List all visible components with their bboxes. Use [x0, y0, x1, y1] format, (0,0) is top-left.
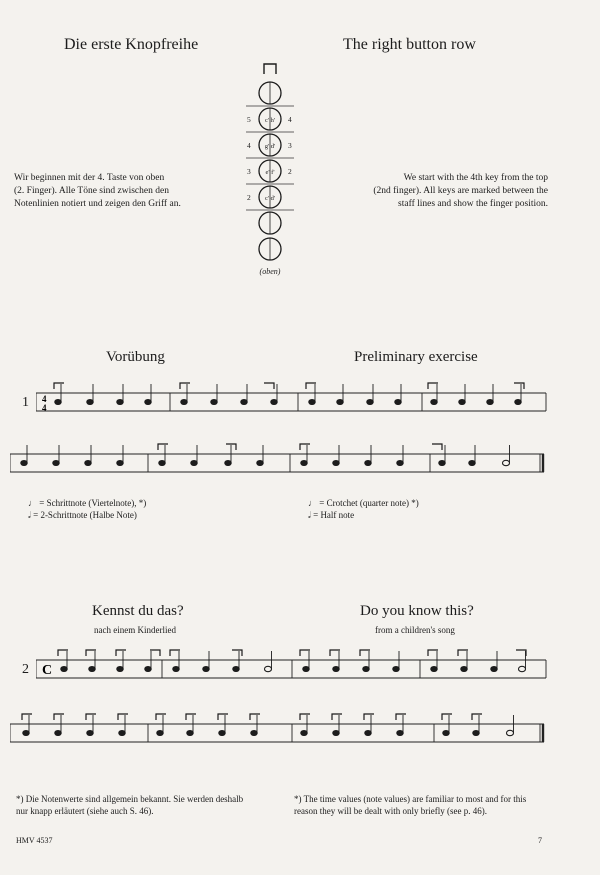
intro-german — [14, 172, 224, 211]
section2-subtitle-english: from a children's song — [375, 625, 455, 635]
finger-left-3: 3 — [247, 167, 251, 176]
footnote-german-line: nur knapp erläutert (siehe auch S. 46). — [16, 806, 154, 816]
exercise-2-number: 2 — [22, 662, 29, 677]
footnote-english — [294, 793, 554, 817]
exercise-2-staff-a — [36, 640, 548, 700]
button-row-diagram — [244, 60, 296, 285]
finger-left-4: 2 — [247, 193, 251, 202]
exercise-2-staff-b — [10, 706, 548, 756]
section1-title-english: Preliminary exercise — [354, 349, 478, 365]
diagram-bottom-label: (oben) — [259, 267, 281, 276]
finger-right-2: 3 — [288, 141, 292, 150]
section1-title-german: Vorübung — [106, 349, 165, 365]
intro-german-line: (2. Finger). Alle Töne sind zwischen den — [14, 186, 169, 196]
title-german: Die erste Knopfreihe — [64, 36, 199, 53]
legend-english — [308, 497, 419, 521]
title-english: The right button row — [343, 36, 476, 53]
time-signature-bottom: 4 — [42, 403, 47, 413]
intro-english-line: (2nd finger). All keys are marked between the — [373, 186, 548, 196]
footnote-english-line: reason they will be dealt with only briefly (see p. 46). — [294, 806, 487, 816]
intro-english — [318, 172, 548, 211]
intro-german-line: Wir beginnen mit der 4. Taste von oben — [14, 173, 165, 183]
intro-german-line: Notenlinien notiert und zeigen den Griff an. — [14, 199, 181, 209]
top-bracket-icon — [264, 64, 276, 74]
note-name-3: e' f' — [265, 169, 275, 176]
finger-left-2: 4 — [247, 141, 251, 150]
note-name-1: c' h' — [264, 117, 276, 124]
intro-english-line: We start with the 4th key from the top — [403, 173, 548, 183]
publisher-code: HMV 4537 — [16, 836, 53, 845]
common-time-signature: C — [42, 663, 53, 678]
legend-german-half: 𝅗𝅥 = 2-Schrittnote (Halbe Note) — [28, 510, 137, 520]
legend-german — [28, 497, 146, 521]
finger-right-3: 2 — [288, 167, 292, 176]
finger-left-1: 5 — [247, 115, 251, 124]
legend-german-crotchet: ♩ = Schrittnote (Viertelnote), *) — [28, 498, 147, 508]
section2-subtitle-german: nach einem Kinderlied — [94, 625, 176, 635]
footnote-german — [16, 793, 276, 817]
note-name-2: g' d' — [264, 143, 276, 150]
section2-title-german: Kennst du das? — [92, 603, 184, 619]
finger-right-1: 4 — [288, 115, 292, 124]
intro-english-line: staff lines and show the finger position. — [398, 199, 548, 209]
exercise-1-number: 1 — [22, 395, 29, 410]
time-signature-top: 4 — [42, 394, 47, 404]
exercise-1-staff-b — [10, 440, 548, 490]
exercise-1-staff-a — [36, 375, 548, 435]
legend-english-half: 𝅗𝅥 = Half note — [308, 510, 355, 520]
legend-english-crotchet: ♩ = Crotchet (quarter note) *) — [308, 498, 419, 508]
footnote-english-line: *) The time values (note values) are familiar to most and for this — [294, 794, 527, 804]
section2-title-english: Do you know this? — [360, 603, 474, 619]
page-number: 7 — [538, 836, 542, 845]
note-name-4: c' d' — [264, 195, 276, 202]
footnote-german-line: *) Die Notenwerte sind allgemein bekannt. Sie werden deshalb — [16, 794, 244, 804]
